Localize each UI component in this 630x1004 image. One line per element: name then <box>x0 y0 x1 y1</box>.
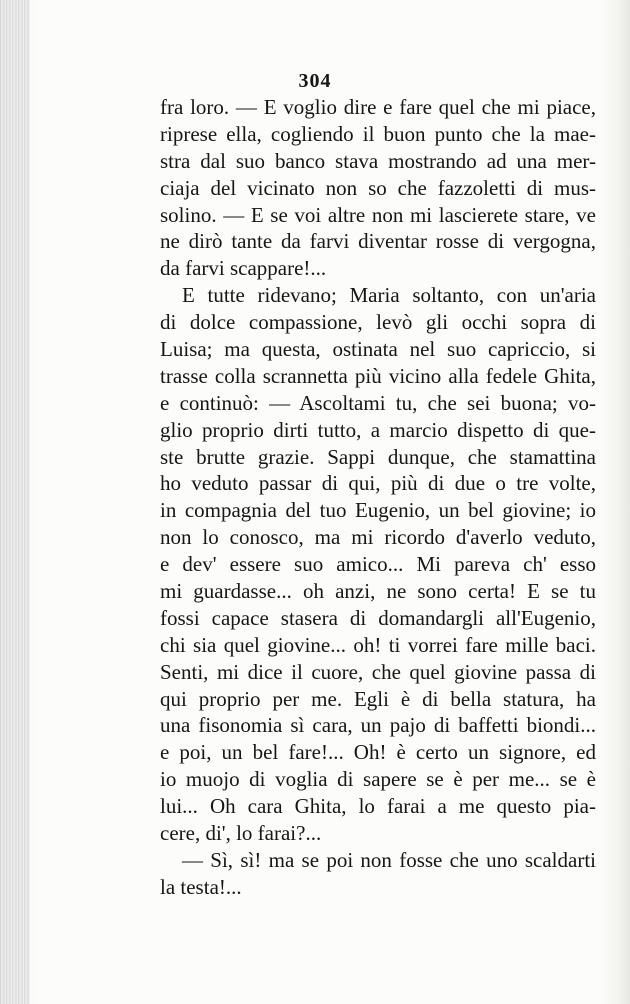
text-line: di dolce compassione, levò gli occhi sopra di <box>160 310 596 335</box>
text-line: fossi capace stasera di domandargli all'Eugenio, <box>160 605 596 630</box>
text-line: e poi, un bel fare!... Oh! è certo un signore, ed <box>160 740 596 765</box>
text-line: in compagnia del tuo Eugenio, un bel giovine; io <box>160 498 596 523</box>
text-line: da farvi scappare!... <box>160 256 327 281</box>
text-line: non lo conosco, ma mi ricordo d'averlo veduto, <box>160 525 596 550</box>
text-line: ho veduto passar di qui, più di due o tre volte, <box>160 471 596 496</box>
page-edge-shadow <box>0 0 30 1004</box>
body-text <box>160 94 596 901</box>
text-line: lui... Oh cara Ghita, lo farai a me questo pia- <box>160 794 596 819</box>
text-line: la testa!... <box>160 874 242 899</box>
text-line: stra dal suo banco stava mostrando ad una mer- <box>160 148 596 173</box>
text-line: e continuò: — Ascoltami tu, che sei buona; vo- <box>160 390 596 415</box>
text-line: E tutte ridevano; Maria soltanto, con un'aria <box>182 283 596 308</box>
text-line: riprese ella, cogliendo il buon punto che la mae- <box>160 121 596 146</box>
text-line: — Sì, sì! ma se poi non fosse che uno scaldarti <box>182 847 596 872</box>
text-line: solino. — E se voi altre non mi lascierete stare, ve <box>160 202 596 227</box>
text-line: Senti, mi dice il cuore, che quel giovine passa di <box>160 659 596 684</box>
text-line: glio proprio dirti tutto, a marcio dispetto di que- <box>160 417 596 442</box>
text-line: trasse colla scrannetta più vicino alla fedele Ghita, <box>160 363 596 388</box>
text-line: ste brutte grazie. Sappi dunque, che stamattina <box>160 444 596 469</box>
page-number: 304 <box>298 70 332 92</box>
text-line: cere, di', lo farai?... <box>160 821 322 846</box>
text-line: ciaja del vicinato non so che fazzoletti di mus- <box>160 175 596 200</box>
text-line: mi guardasse... oh anzi, ne sono certa! E se tu <box>160 579 596 604</box>
text-line: io muojo di voglia di sapere se è per me... se è <box>160 767 596 792</box>
text-line: chi sia quel giovine... oh! ti vorrei fare mille baci. <box>160 632 596 657</box>
text-line: fra loro. — E voglio dire e fare quel che mi piace, <box>160 95 596 119</box>
text-line: e dev' essere suo amico... Mi pareva ch' esso <box>160 552 596 577</box>
text-line: una fisonomia sì cara, un pajo di baffetti biondi... <box>160 713 596 738</box>
text-line: ne dirò tante da farvi diventar rosse di vergogna, <box>160 229 596 254</box>
text-line: qui proprio per me. Egli è di bella statura, ha <box>160 686 596 711</box>
text-line: Luisa; ma questa, ostinata nel suo capriccio, si <box>160 337 596 362</box>
